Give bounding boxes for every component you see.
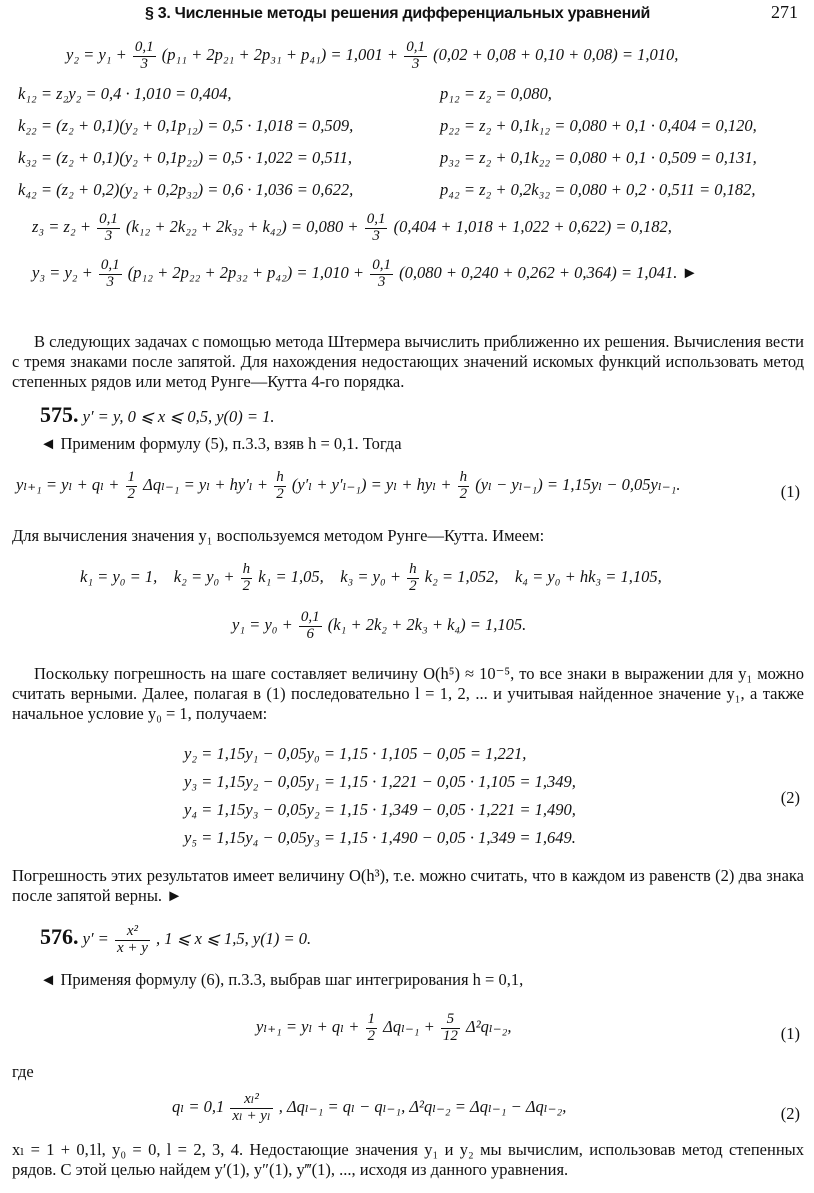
running-title: § 3. Численные методы решения дифференциальных уравнений [145, 5, 651, 22]
fraction: $\frac{h}{2}$ [409, 561, 417, 594]
fraction: $\frac{h}{2}$ [459, 469, 468, 502]
k42-equation: k₄₂ = (z₂ + 0,2)(y₂ + 0,2p₃₂) = 0,6 · 1,036 = 0,622, [18, 180, 354, 199]
fraction: $\frac{0,1}{3}$ [99, 211, 118, 244]
page-header [0, 2, 814, 26]
rk-intro: Для вычисления значения y₁ воспользуемся методом Рунге—Кутта. Имеем: [12, 526, 545, 545]
fraction: $\frac{1}{2}$ [127, 469, 136, 502]
fraction: $\frac{0,1}{3}$ [100, 257, 120, 290]
z3-equation: z₃ = z₂ + $\frac{0,1}{3}$ (k₁₂ + 2k₂₂ + 2k₃₂ + k₄₂) = 0,080 + $\frac{0,1}{3}$ (0,404 + 1,018 + 1,022 + 0,622) = 0,182, [32, 211, 672, 244]
fraction: $\frac{\text{xₗ²}}{\text{xₗ + yₗ}}$ [232, 1091, 271, 1124]
error-paragraph: Поскольку погрешность на шаге составляет величину O(h⁵) ≈ 10⁻⁵, то все знаки в выражении для y₁ можно считать верными. Далее, полагая в (1) последовательно l = 1, 2, ... и учитывая найденное значение y₁, а также начальное условие y₀ = 1, получаем: [12, 664, 804, 723]
where-label: где [12, 1062, 34, 1081]
problem-number: 576. [40, 924, 79, 950]
problem-statement: y′ = y, 0 ⩽ x ⩽ 0,5, y(0) = 1. [82, 407, 275, 426]
q-definition: qₗ = 0,1 $\frac{\text{xₗ²}}{\text{xₗ + yₗ}}$ , Δqₗ₋₁ = qₗ − qₗ₋₁, Δ²qₗ₋₂ = Δqₗ₋₁ − Δqₗ₋₂, [172, 1091, 567, 1124]
page-number: 271 [771, 2, 798, 22]
equation-number: (2) [780, 788, 800, 807]
p32-equation: p₃₂ = z₂ + 0,1k₂₂ = 0,080 + 0,1 · 0,509 = 0,131, [440, 148, 757, 167]
fraction: $\frac{h}{2}$ [242, 561, 251, 594]
y4-value: y₄ = 1,15y₃ − 0,05y₂ = 1,15 · 1,349 − 0,05 · 1,221 = 1,490, [184, 800, 576, 819]
fraction: $\frac{0,1}{3}$ [134, 39, 154, 72]
problem-number: 575. [40, 402, 79, 427]
fraction: $\frac{5}{12}$ [442, 1011, 458, 1044]
fraction: $\frac{h}{2}$ [276, 469, 284, 502]
stormer-formula-576: yₗ₊₁ = yₗ + qₗ + $\frac{1}{2}$ Δqₗ₋₁ + $\frac{5}{12}$ Δ²qₗ₋₂, [256, 1011, 512, 1044]
y3-value: y₃ = 1,15y₂ − 0,05y₁ = 1,15 · 1,221 − 0,05 · 1,105 = 1,349, [184, 772, 576, 791]
fraction: $\frac{0,1}{6}$ [300, 609, 320, 642]
rk-y1: y₁ = y₀ + $\frac{0,1}{6}$ (k₁ + 2k₂ + 2k₃ + k₄) = 1,105. [232, 609, 527, 642]
equation-number: (2) [780, 1104, 800, 1123]
intro-paragraph: В следующих задачах с помощью метода Штермера вычислить приближенно их решения. Вычисления вести с тремя знаками после запятой. Для нахождения недостающих значений искомых функций использовать метод степенных рядов или метод Рунге—Кутта 4-го порядка. [12, 332, 804, 391]
y3-equation: y₃ = y₂ + $\frac{0,1}{3}$ (p₁₂ + 2p₂₂ + 2p₃₂ + p₄₂) = 1,010 + $\frac{0,1}{3}$ (0,080 + 0,240 + 0,262 + 0,364) = 1,041. ► [32, 257, 698, 290]
problem-576-heading: 576. y′ = $\frac{\text{x²}}{x + y}$ , 1 ⩽ x ⩽ 1,5, y(1) = 0. [40, 923, 312, 956]
fraction: $\frac{1}{2}$ [367, 1011, 376, 1044]
p12-equation: p₁₂ = z₂ = 0,080, [440, 84, 552, 103]
equation-number: (1) [780, 482, 800, 501]
last-paragraph: xₗ = 1 + 0,1l, y₀ = 0, l = 2, 3, 4. Недостающие значения y₁ и y₂ мы вычислим, использовав метод степенных рядов. С этой целью найдем y′(1), y″(1), y‴(1), ..., исходя из данного уравнения. [12, 1140, 804, 1179]
y2-value: y₂ = 1,15y₁ − 0,05y₀ = 1,15 · 1,105 − 0,05 = 1,221, [184, 744, 527, 763]
fraction: $\frac{0,1}{3}$ [372, 257, 391, 290]
problem-576-apply: ◄ Применяя формулу (6), п.3.3, выбрав шаг интегрирования h = 0,1, [40, 970, 524, 989]
p22-equation: p₂₂ = z₂ + 0,1k₁₂ = 0,080 + 0,1 · 0,404 = 0,120, [440, 116, 757, 135]
fraction: $\frac{0,1}{3}$ [366, 211, 386, 244]
stormer-formula-575: yₗ₊₁ = yₗ + qₗ + $\frac{1}{2}$ Δqₗ₋₁ = yₗ + hy′ₗ + $\frac{h}{2}$ (y′ₗ + y′ₗ₋₁) = yₗ + hyₗ + $\frac{h}{2}$ (yₗ − yₗ₋₁) = 1,15yₗ − 0,05yₗ₋₁. [16, 469, 681, 502]
p42-equation: p₄₂ = z₂ + 0,2k₃₂ = 0,080 + 0,2 · 0,511 = 0,182, [440, 180, 756, 199]
rk-coefficients: k₁ = y₀ = 1, k₂ = y₀ + $\frac{h}{2}$ k₁ = 1,05, k₃ = y₀ + $\frac{h}{2}$ k₂ = 1,052, k₄ = y₀ + hk₃ = 1,105, [80, 561, 662, 594]
y5-value: y₅ = 1,15y₄ − 0,05y₃ = 1,15 · 1,490 − 0,05 · 1,349 = 1,649. [184, 828, 576, 847]
conclusion-paragraph: Погрешность этих результатов имеет величину O(h³), т.е. можно считать, что в каждом из равенств (2) два знака после запятой верны. ► [12, 866, 804, 905]
problem-575-apply: ◄ Применим формулу (5), п.3.3, взяв h = 0,1. Тогда [40, 434, 402, 453]
problem-575-heading [40, 402, 275, 428]
equation-number: (1) [780, 1024, 800, 1043]
k12-equation: k₁₂ = z₂y₂ = 0,4 · 1,010 = 0,404, [18, 84, 232, 103]
fraction: $\frac{\text{x²}}{x + y}$ [116, 923, 148, 956]
fraction: $\frac{0,1}{3}$ [406, 39, 425, 72]
k32-equation: k₃₂ = (z₂ + 0,1)(y₂ + 0,1p₂₂) = 0,5 · 1,022 = 0,511, [18, 148, 353, 167]
y2-equation: y₂ = y₁ + $\frac{0,1}{3}$ (p₁₁ + 2p₂₁ + 2p₃₁ + p₄₁) = 1,001 + $\frac{0,1}{3}$ (0,02 + 0,08 + 0,10 + 0,08) = 1,010, [66, 39, 679, 72]
k22-equation: k₂₂ = (z₂ + 0,1)(y₂ + 0,1p₁₂) = 0,5 · 1,018 = 0,509, [18, 116, 354, 135]
